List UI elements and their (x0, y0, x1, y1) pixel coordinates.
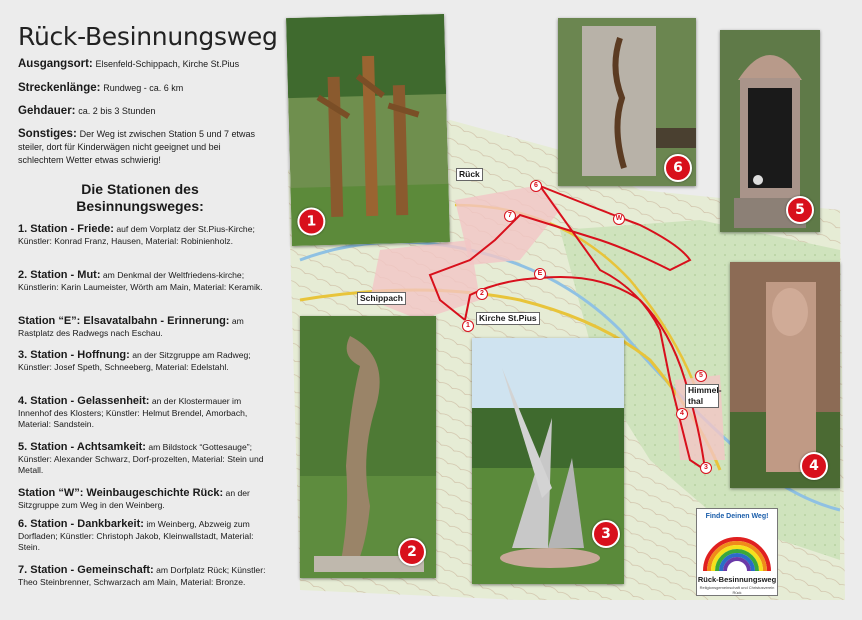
map-label-schippach: Schippach (357, 292, 406, 305)
station-item: 3. Station - Hoffnung: an der Sitzgruppe am Radweg; Künstler: Josef Speth, Schneeberg, Material: Edelstahl. (18, 349, 251, 372)
photo-badge: 5 (786, 196, 814, 224)
route-marker: 6 (530, 180, 542, 192)
route-marker: E (534, 268, 546, 280)
route-marker: W (613, 213, 625, 225)
photo-station-6 (558, 18, 696, 186)
station-item: Station “W”: Weinbaugeschichte Rück: an der Sitzgruppe zum Weg in den Weinberg. (18, 487, 250, 510)
logo-subtitle: Religionsgemeinschaft und Christusverein Rück (699, 585, 775, 595)
photo-station-4 (730, 262, 840, 488)
station-item: 2. Station - Mut: am Denkmal der Weltfriedens-kirche; Künstlerin: Karin Laumeister, Wörth am Main, Material: Keramik. (18, 269, 263, 292)
photo-badge: 6 (664, 154, 692, 182)
photo-badge: 4 (800, 452, 828, 480)
info-start: Ausgangsort: Elsenfeld-Schippach, Kirche St.Pius (18, 58, 240, 70)
info-misc: Sonstiges: Der Weg ist zwischen Station 5 und 7 etwas steiler, dort für Kinderwägen nicht geeignet und bei schlechtem Wetter etwas schwierig! (18, 128, 255, 165)
photo-badge: 2 (398, 538, 426, 566)
route-marker: 3 (700, 462, 712, 474)
route-marker: 7 (504, 210, 516, 222)
route-marker: 5 (695, 370, 707, 382)
photo-station-3 (472, 338, 624, 584)
logo-name: Rück-Besinnungsweg (697, 575, 777, 584)
station-item: 6. Station - Dankbarkeit: im Weinberg, Abzweig zum Dorfladen; Künstler: Christoph Jakob, Kleinwallstadt, Material: Stein. (18, 518, 254, 552)
info-length: Streckenlänge: Rundweg - ca. 6 km (18, 82, 184, 94)
station-item: 5. Station - Achtsamkeit: am Bildstock “Gottesauge”; Künstler: Alexander Schwarz, Dorf-prozelten, Material: Stein und Metall. (18, 441, 264, 475)
photo-station-1 (286, 14, 450, 246)
info-panel (0, 0, 282, 620)
map-label-rueck: Rück (456, 168, 483, 181)
photo-badge: 3 (592, 520, 620, 548)
station-item: Station “E”: Elsavatalbahn - Erinnerung: am Rastplatz des Radwegs nach Eschau. (18, 315, 244, 338)
station-item: 7. Station - Gemeinschaft: am Dorfplatz Rück; Künstler: Theo Steinbrenner, Schwarzach am Main, Material: Bronze. (18, 564, 266, 587)
map-label-kirche: Kirche St.Pius (476, 312, 540, 325)
station-item: 4. Station - Gelassenheit: an der Klostermauer im Innenhof des Klosters; Künstler: Helmut Brendel, Amorbach, Material: Sandstein. (18, 395, 248, 429)
route-marker: 4 (676, 408, 688, 420)
rainbow-icon (697, 523, 777, 573)
stations-heading: Die Stationen des Besinnungsweges: (76, 181, 204, 214)
logo-slogan: Finde Deinen Weg! (705, 513, 769, 520)
sandstone-sculpture-image (730, 262, 840, 488)
route-marker: 1 (462, 320, 474, 332)
page-title: Rück-Besinnungsweg (18, 22, 278, 51)
station-item: 1. Station - Friede: auf dem Vorplatz der St.Pius-Kirche; Künstler: Konrad Franz, Hausen, Material: Robinienholz. (18, 223, 255, 246)
info-duration: Gehdauer: ca. 2 bis 3 Stunden (18, 105, 156, 117)
route-logo (696, 508, 778, 596)
photo-station-5 (720, 30, 820, 232)
route-marker: 2 (476, 288, 488, 300)
map-label-himmelthal: Himmel-thal (685, 384, 719, 408)
photo-badge: 1 (297, 207, 326, 236)
photo-station-2 (300, 316, 436, 578)
